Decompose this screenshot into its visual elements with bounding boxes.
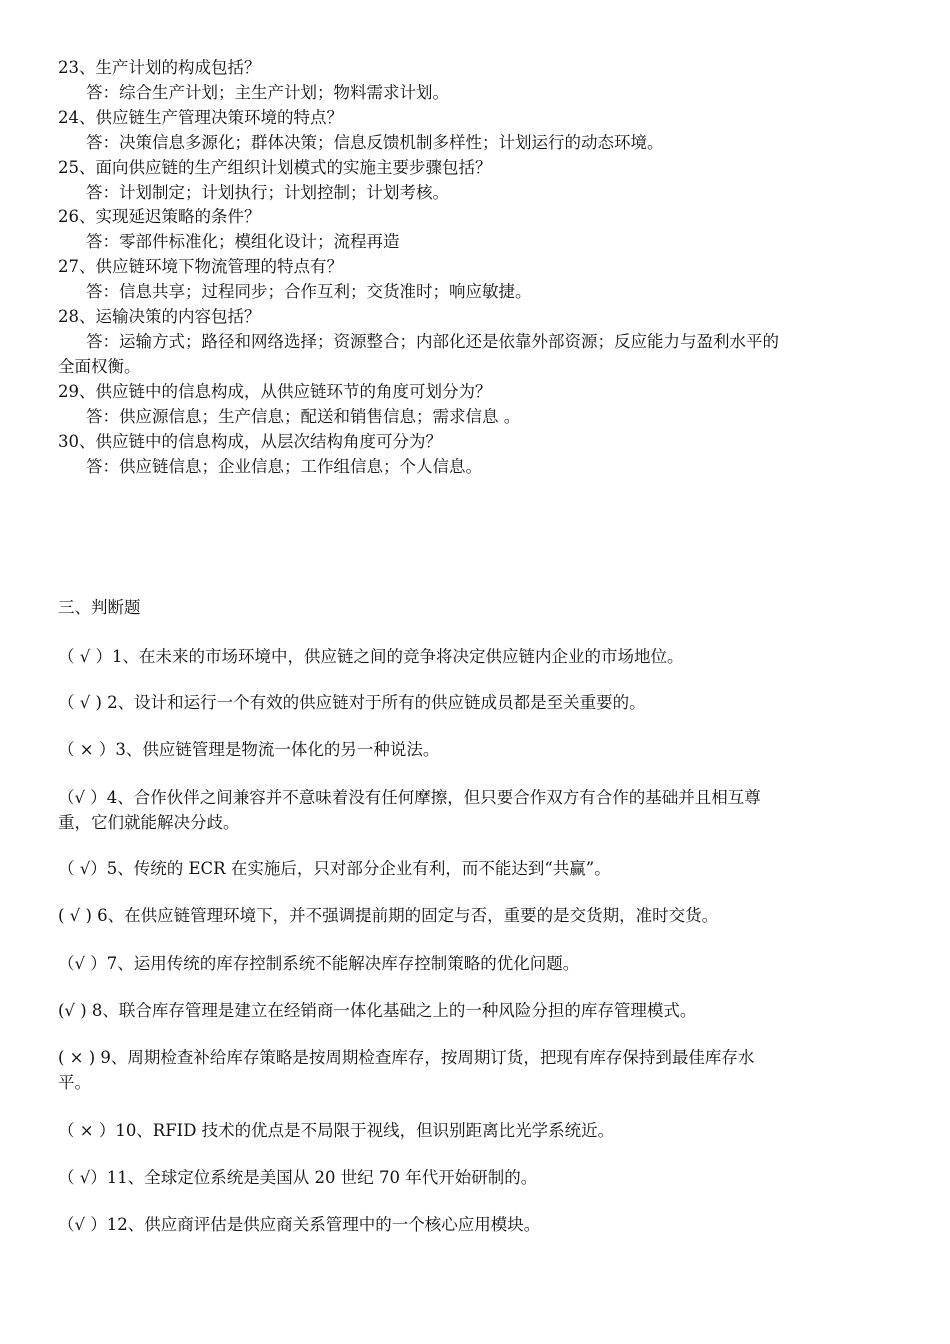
question-26: 26、实现延迟策略的条件？ xyxy=(58,207,261,226)
answer-26: 答：零部件标准化；模组化设计；流程再造 xyxy=(86,232,400,251)
judgment-8: (√ ) 8、联合库存管理是建立在经销商一体化基础之上的一种风险分担的库存管理模式。 xyxy=(58,1001,697,1020)
question-27: 27、供应链环境下物流管理的特点有？ xyxy=(58,257,343,276)
answer-30: 答：供应链信息；企业信息；工作组信息；个人信息。 xyxy=(86,457,482,476)
question-23: 23、生产计划的构成包括？ xyxy=(58,58,261,77)
judgment-5: （ √）5、传统的 ECR 在实施后，只对部分企业有利，而不能达到“共赢”。 xyxy=(58,859,611,878)
judgment-10: （ × ）10、RFID 技术的优点是不局限于视线，但识别距离比光学系统近。 xyxy=(58,1121,615,1140)
answer-27: 答：信息共享；过程同步；合作互利；交货准时；响应敏捷。 xyxy=(86,282,532,301)
judgment-12: （√ ）12、供应商评估是供应商关系管理中的一个核心应用模块。 xyxy=(58,1215,541,1234)
judgment-4-continued: 重，它们就能解决分歧。 xyxy=(58,813,240,832)
answer-28: 答：运输方式；路径和网络选择；资源整合；内部化还是依靠外部资源；反应能力与盈利水平的 xyxy=(86,332,779,351)
answer-25: 答：计划制定；计划执行；计划控制；计划考核。 xyxy=(86,183,449,202)
section-title: 三、判断题 xyxy=(58,598,141,617)
question-25: 25、面向供应链的生产组织计划模式的实施主要步骤包括？ xyxy=(58,158,492,177)
judgment-4: （√ ）4、合作伙伴之间兼容并不意味着没有任何摩擦，但只要合作双方有合作的基础并且相互尊 xyxy=(58,788,761,807)
question-24: 24、供应链生产管理决策环境的特点？ xyxy=(58,108,343,127)
judgment-1: （ √ ）1、在未来的市场环境中，供应链之间的竞争将决定供应链内企业的市场地位。 xyxy=(58,647,684,666)
judgment-7: （√ ）7、运用传统的库存控制系统不能解决库存控制策略的优化问题。 xyxy=(58,954,580,973)
question-30: 30、供应链中的信息构成，从层次结构角度可分为？ xyxy=(58,432,442,451)
answer-29: 答：供应源信息；生产信息；配送和销售信息；需求信息 。 xyxy=(86,407,521,426)
judgment-2: （ √ ) 2、设计和运行一个有效的供应链对于所有的供应链成员都是至关重要的。 xyxy=(58,693,646,712)
judgment-9-continued: 平。 xyxy=(58,1073,91,1092)
answer-28-continued: 全面权衡。 xyxy=(58,357,141,376)
answer-24: 答：决策信息多源化；群体决策；信息反馈机制多样性；计划运行的动态环境。 xyxy=(86,133,664,152)
question-28: 28、运输决策的内容包括？ xyxy=(58,307,261,326)
judgment-9: ( × ) 9、周期检查补给库存策略是按周期检查库存，按周期订货，把现有库存保持到最佳库存水 xyxy=(58,1048,755,1067)
judgment-3: （ × ）3、供应链管理是物流一体化的另一种说法。 xyxy=(58,740,440,759)
judgment-6: ( √ ) 6、在供应链管理环境下，并不强调提前期的固定与否，重要的是交货期，准时交货。 xyxy=(58,906,719,925)
question-29: 29、供应链中的信息构成，从供应链环节的角度可划分为？ xyxy=(58,382,492,401)
judgment-11: （ √）11、全球定位系统是美国从 20 世纪 70 年代开始研制的。 xyxy=(58,1168,538,1187)
answer-23: 答：综合生产计划；主生产计划；物料需求计划。 xyxy=(86,83,449,102)
